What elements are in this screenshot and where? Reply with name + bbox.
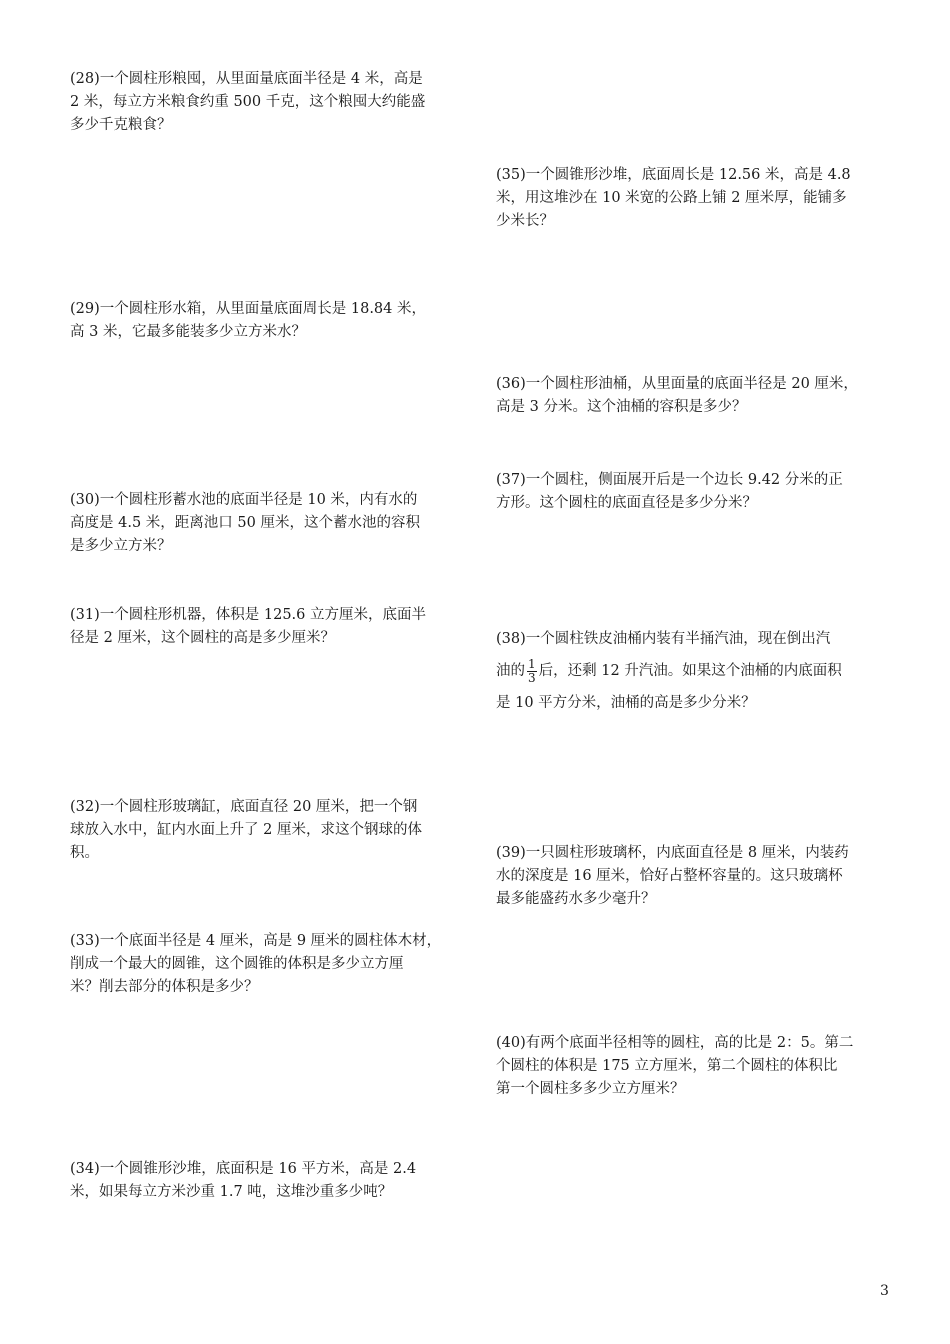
question-28-line-3: 多少千克粮食？	[70, 117, 172, 133]
question-38-line-3: 是 10 平方分米，油桶的高是多少分米？	[496, 695, 756, 711]
question-31-line-2: 径是 2 厘米，这个圆柱的高是多少厘米？	[70, 630, 335, 646]
question-31-line-1: (31)一个圆柱形机器，体积是 125.6 立方厘米，底面半	[70, 607, 426, 623]
question-38-line-2	[496, 655, 842, 687]
question-28-line-2: 2 米，每立方米粮食约重 500 千克，这个粮囤大约能盛	[70, 94, 426, 110]
question-33-line-2: 削成一个最大的圆锥，这个圆锥的体积是多少立方厘	[70, 956, 404, 972]
fraction-one-third	[527, 658, 537, 685]
question-30-line-2: 高度是 4.5 米，距离池口 50 厘米，这个蓄水池的容积	[70, 515, 420, 531]
question-32-line-1: (32)一个圆柱形玻璃缸，底面直径 20 厘米，把一个钢	[70, 799, 418, 815]
question-38-line-1: (38)一个圆柱铁皮油桶内装有半捅汽油，现在倒出汽	[496, 631, 831, 647]
question-35-line-1: (35)一个圆锥形沙堆，底面周长是 12.56 米，高是 4.8	[496, 167, 851, 183]
question-39-line-2: 水的深度是 16 厘米，恰好占整杯容量的。这只玻璃杯	[496, 868, 843, 884]
question-35-line-3: 少米长？	[496, 213, 554, 229]
page-number: 3	[880, 1283, 889, 1299]
fraction-numerator: 1	[528, 656, 536, 671]
question-39-line-3: 最多能盛药水多少毫升？	[496, 891, 656, 907]
question-33	[70, 930, 441, 999]
question-29	[70, 298, 426, 344]
question-37-line-1: (37)一个圆柱，侧面展开后是一个边长 9.42 分米的正	[496, 472, 843, 488]
question-40-line-1: (40)有两个底面半径相等的圆柱，高的比是 2：5。第二	[496, 1035, 854, 1051]
question-34	[70, 1158, 416, 1204]
question-38-line-2-pre: 油的	[496, 663, 525, 679]
question-34-line-2: 米，如果每立方米沙重 1.7 吨，这堆沙重多少吨？	[70, 1184, 393, 1200]
question-29-line-2: 高 3 米，它最多能装多少立方米水？	[70, 324, 306, 340]
question-36-line-2: 高是 3 分米。这个油桶的容积是多少？	[496, 399, 747, 415]
question-35	[496, 164, 851, 233]
question-35-line-2: 米，用这堆沙在 10 米宽的公路上铺 2 厘米厚，能铺多	[496, 190, 847, 206]
question-34-line-1: (34)一个圆锥形沙堆，底面积是 16 平方米，高是 2.4	[70, 1161, 417, 1177]
question-33-line-1: (33)一个底面半径是 4 厘米，高是 9 厘米的圆柱体木材，	[70, 933, 442, 949]
question-30	[70, 489, 420, 558]
question-32-line-3: 积。	[70, 845, 99, 861]
question-40	[496, 1032, 853, 1101]
fraction-denominator: 3	[528, 670, 536, 685]
question-31	[70, 604, 426, 650]
question-32	[70, 796, 422, 865]
question-38-line-2-post: 后，还剩 12 升汽油。如果这个油桶的内底面积	[538, 663, 842, 679]
question-40-line-2: 个圆柱的体积是 175 立方厘米，第二个圆柱的体积比	[496, 1058, 838, 1074]
question-29-line-1: (29)一个圆柱形水箱，从里面量底面周长是 18.84 米，	[70, 301, 426, 317]
question-30-line-1: (30)一个圆柱形蓄水池的底面半径是 10 米，内有水的	[70, 492, 418, 508]
question-37	[496, 469, 843, 515]
question-30-line-3: 是多少立方米？	[70, 538, 172, 554]
question-40-line-3: 第一个圆柱多多少立方厘米？	[496, 1081, 685, 1097]
question-39-line-1: (39)一只圆柱形玻璃杯，内底面直径是 8 厘米，内装药	[496, 845, 849, 861]
question-33-line-3: 米？削去部分的体积是多少？	[70, 979, 259, 995]
question-39	[496, 842, 849, 911]
question-38	[496, 623, 842, 719]
question-37-line-2: 方形。这个圆柱的底面直径是多少分米？	[496, 495, 757, 511]
question-28-line-1: (28)一个圆柱形粮囤，从里面量底面半径是 4 米，高是	[70, 71, 423, 87]
question-32-line-2: 球放入水中，缸内水面上升了 2 厘米，求这个钢球的体	[70, 822, 422, 838]
question-36	[496, 373, 858, 419]
question-28	[70, 68, 425, 137]
question-36-line-1: (36)一个圆柱形油桶，从里面量的底面半径是 20 厘米，	[496, 376, 858, 392]
